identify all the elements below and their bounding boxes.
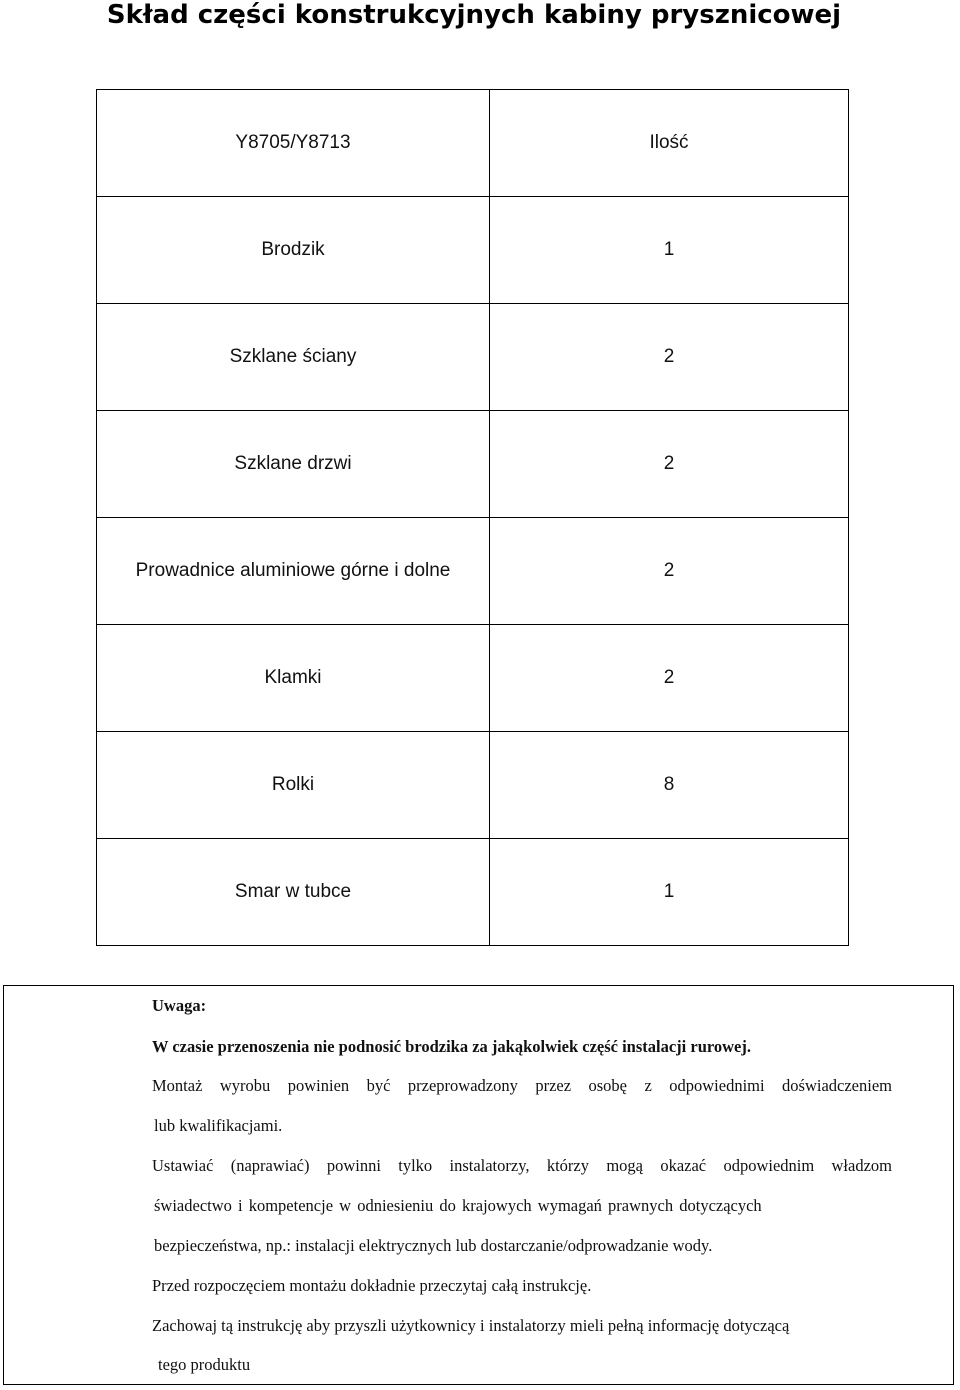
note-line: tego produktu	[158, 1355, 251, 1374]
part-quantity-cell: 2	[490, 625, 849, 732]
table-row	[97, 732, 849, 839]
part-name-cell: Rolki	[97, 732, 490, 839]
note-line: Przed rozpoczęciem montażu dokładnie przeczytaj całą instrukcję.	[152, 1276, 592, 1295]
part-name-cell: Brodzik	[97, 197, 490, 304]
column-header-quantity: Ilość	[490, 90, 849, 197]
table-row	[97, 304, 849, 411]
table-row	[97, 839, 849, 946]
table-row	[97, 411, 849, 518]
note-line: Zachowaj tą instrukcję aby przyszli użytkownicy i instalatorzy mieli pełną informację dotyczącą	[152, 1316, 790, 1335]
table-row	[97, 518, 849, 625]
note-warning: W czasie przenoszenia nie podnosić brodzika za jakąkolwiek część instalacji rurowej.	[152, 1037, 752, 1056]
note-line: lub kwalifikacjami.	[154, 1116, 283, 1135]
part-name-cell: Klamki	[97, 625, 490, 732]
column-header-model: Y8705/Y8713	[97, 90, 490, 197]
part-name-cell: Prowadnice aluminiowe górne i dolne	[97, 518, 490, 625]
part-quantity-cell: 1	[490, 839, 849, 946]
note-line: Montaż wyrobu powinien być przeprowadzony przez osobę z odpowiednimi doświadczeniem	[152, 1076, 892, 1095]
note-line: Ustawiać (naprawiać) powinni tylko instalatorzy, którzy mogą okazać odpowiednim władzom	[152, 1156, 892, 1175]
page-title: Skład części konstrukcyjnych kabiny prysznicowej	[106, 0, 842, 30]
part-quantity-cell: 1	[490, 197, 849, 304]
note-line: świadectwo i kompetencje w odniesieniu do krajowych wymagań prawnych dotyczących	[154, 1196, 762, 1215]
part-quantity-cell: 2	[490, 304, 849, 411]
note-line: bezpieczeństwa, np.: instalacji elektrycznych lub dostarczanie/odprowadzanie wody.	[154, 1236, 713, 1255]
part-name-cell: Szklane drzwi	[97, 411, 490, 518]
part-quantity-cell: 2	[490, 518, 849, 625]
table-row	[97, 625, 849, 732]
note-box	[3, 985, 954, 1385]
part-name-cell: Smar w tubce	[97, 839, 490, 946]
note-heading: Uwaga:	[152, 996, 207, 1015]
part-quantity-cell: 8	[490, 732, 849, 839]
parts-table	[96, 89, 849, 946]
table-header-row	[97, 90, 849, 197]
part-name-cell: Szklane ściany	[97, 304, 490, 411]
part-quantity-cell: 2	[490, 411, 849, 518]
table-row	[97, 197, 849, 304]
